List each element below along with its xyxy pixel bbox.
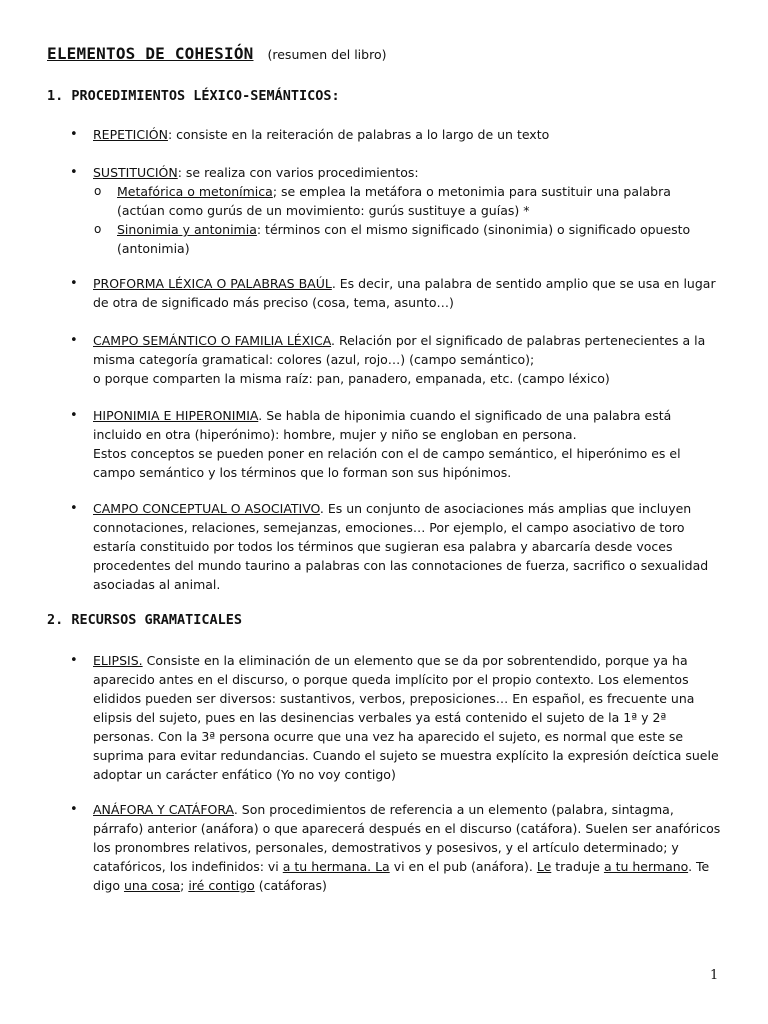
list-item-campo-conceptual: [72, 499, 722, 594]
term-proforma: PROFORMA LÉXICA O PALABRAS BAÚL: [93, 276, 332, 291]
example-4: una cosa: [123, 878, 181, 893]
text-hiponimia-2: Estos conceptos se pueden poner en relación con el de campo semántico, el hiperónimo es el campo semántico y los términos que lo forman son sus hipónimos.: [93, 446, 681, 480]
bullet: •: [70, 127, 78, 142]
bullet: •: [70, 408, 78, 423]
term-sinonimia: Sinonimia y antonimia: [117, 222, 257, 237]
bullet: •: [70, 165, 78, 180]
text-anafora-2: vi en el pub (anáfora).: [389, 859, 537, 874]
list-item-proforma: [72, 274, 722, 312]
section-1-heading: 1. PROCEDIMIENTOS LÉXICO-SEMÁNTICOS:: [47, 88, 340, 104]
sub-item-sinonimia: [94, 220, 722, 258]
sub-item-metaforica: [94, 182, 722, 220]
title-line: [47, 44, 386, 63]
text-hiponimia: . Se habla de hiponimia cuando el significado de una palabra está incluido en otra (hiperónimo): hombre, mujer y niño se engloban en persona.: [93, 408, 672, 442]
term-campo-semantico: CAMPO SEMÁNTICO O FAMILIA LÉXICA: [93, 333, 332, 348]
bullet: •: [70, 653, 78, 668]
text-sinonimia: : términos con el mismo significado (sinonimia) o significado opuesto (antonimia): [117, 222, 691, 256]
example-1: a tu hermana. La: [282, 859, 390, 874]
bullet: •: [70, 802, 78, 817]
section-2-heading: 2. RECURSOS GRAMATICALES: [47, 612, 243, 628]
term-hiponimia: HIPONIMIA E HIPERONIMIA: [93, 408, 259, 423]
list-item-elipsis: [72, 651, 722, 784]
example-5: iré contigo: [188, 878, 255, 893]
term-metaforica: Metafórica o metonímica: [117, 184, 273, 199]
page-title: ELEMENTOS DE COHESIÓN: [47, 44, 254, 63]
example-3: a tu hermano: [603, 859, 689, 874]
page-number: 1: [710, 968, 719, 983]
text-metaforica: ; se emplea la metáfora o metonimia para sustituir una palabra (actúan como gurús de un movimiento: gurús sustituye a guías) *: [117, 184, 671, 218]
text-anafora-4: . Te digo: [93, 859, 710, 893]
term-campo-conceptual: CAMPO CONCEPTUAL O ASOCIATIVO: [93, 501, 320, 516]
term-elipsis: ELIPSIS.: [93, 653, 143, 668]
list-item-campo-semantico: [72, 331, 722, 388]
sub-bullet: o: [94, 184, 102, 198]
text-anafora-6: (catáforas): [254, 878, 327, 893]
bullet: •: [70, 501, 78, 516]
bullet: •: [70, 276, 78, 291]
page-subtitle: (resumen del libro): [267, 47, 387, 62]
text-campo-semantico: . Relación por el significado de palabras pertenecientes a la misma categoría gramatical: colores (azul, rojo…) (campo semántico);: [93, 333, 706, 367]
bullet: •: [70, 333, 78, 348]
list-item-repeticion: [72, 125, 722, 144]
example-2: Le: [536, 859, 552, 874]
text-anafora-5: ;: [180, 878, 189, 893]
text-elipsis: Consiste en la eliminación de un elemento que se da por sobrentendido, porque ya ha aparecido antes en el discurso, o porque queda implícito por el propio contexto. Los elementos elididos pueden ser diversos: sustantivos, verbos, preposiciones… En español, es frecuente una elipsis del sujeto, pues en las desinencias verbales ya está contenido el sujeto de la 1ª y 2ª personas. Con la 3ª persona ocurre que una vez ha aparecido el sujeto, es normal que este se suprima para evitar redundancias. Cuando el sujeto se muestra explícito la expresión deíctica suele adoptar un carácter enfático (Yo no voy contigo): [93, 653, 719, 782]
sub-bullet: o: [94, 222, 102, 236]
term-anafora: ANÁFORA Y CATÁFORA: [93, 802, 234, 817]
list-item-anafora: [72, 800, 722, 895]
text-anafora-3: traduje: [551, 859, 604, 874]
term-repeticion: REPETICIÓN: [93, 127, 168, 142]
list-item-sustitucion: [72, 163, 722, 258]
text-anafora-1: . Son procedimientos de referencia a un elemento (palabra, sintagma, párrafo) anterior (anáfora) o que aparecerá después en el discurso (catáfora). Suelen ser anafóricos los pronombres relativos, personales, demostrativos y posesivos, y el artículo determinado; y catafóricos, los indefinidos: vi: [93, 802, 721, 874]
text-sustitucion: : se realiza con varios procedimientos:: [177, 165, 419, 180]
text-campo-semantico-2: o porque comparten la misma raíz: pan, panadero, empanada, etc. (campo léxico): [93, 371, 610, 386]
text-proforma: . Es decir, una palabra de sentido amplio que se usa en lugar de otra de significado más preciso (cosa, tema, asunto…): [93, 276, 716, 310]
text-repeticion: : consiste en la reiteración de palabras a lo largo de un texto: [167, 127, 550, 142]
text-campo-conceptual: . Es un conjunto de asociaciones más amplias que incluyen connotaciones, relaciones, semejanzas, emociones… Por ejemplo, el campo asociativo de toro estaría constituido por todos los términos que sugieran esa palabra y abarcaría desde voces procedentes del mundo taurino a palabras con las connotaciones de fuerza, sacrifico o sexualidad asociadas al animal.: [93, 501, 709, 592]
term-sustitucion: SUSTITUCIÓN: [93, 165, 178, 180]
list-item-hiponimia: [72, 406, 722, 482]
